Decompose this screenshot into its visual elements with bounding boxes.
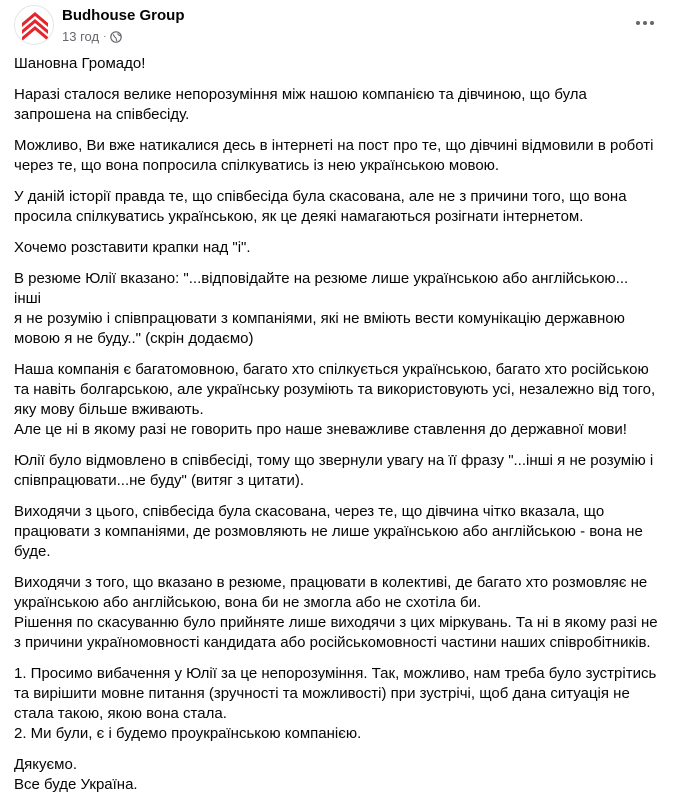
post-paragraph: Хочемо розставити крапки над "і". bbox=[14, 239, 251, 256]
more-options-icon[interactable] bbox=[629, 11, 661, 35]
post-paragraph: Дякуємо. Все буде Україна. bbox=[14, 756, 138, 793]
post-paragraph: 1. Просимо вибачення у Юлії за це непорозуміння. Так, можливо, нам треба було зустрітись та вирішити мовне питання (зручності та можливості) при зустрічі, щоб дана ситуація не стала такою, якою вона стала. 2. Ми були, є і будемо проукраїнською компанією. bbox=[14, 665, 657, 742]
avatar[interactable] bbox=[14, 5, 54, 45]
post-paragraph: Можливо, Ви вже натикалися десь в інтернеті на пост про те, що дівчині відмовили в роботі через те, що вона попросила спілкуватись із нею українською мовою. bbox=[14, 137, 654, 174]
dot bbox=[650, 21, 654, 25]
author-name[interactable]: Budhouse Group bbox=[62, 7, 185, 24]
globe-icon bbox=[110, 31, 122, 43]
budhouse-logo-icon bbox=[15, 6, 54, 45]
post-paragraph: Шановна Громадо! bbox=[14, 55, 146, 72]
post-paragraph: Наша компанія є багатомовною, багато хто спілкується українською, багато хто російською та навіть болгарською, але українську розуміють та використовують усі, незалежно від того, яку мову більше вживають. Але це ні в якому разі не говорить про наше зневажливе ставлення до державної мови! bbox=[14, 361, 656, 438]
post-text bbox=[14, 54, 659, 806]
post-header bbox=[14, 5, 661, 47]
post-paragraph: Виходячи з цього, співбесіда була скасована, через те, що дівчина чітко вказала, що працювати з компаніями, де розмовляють не лише українською або англійською - вона не буде. bbox=[14, 503, 643, 560]
post-time[interactable]: 13 год bbox=[62, 29, 100, 44]
post-paragraph: В резюме Юлії вказано: "...відповідайте на резюме лише українською або англійською... інші я не розумію і співпрацювати з компаніями, які не вміють вести комунікацію державною мовою я не буду.." (скрін додаємо) bbox=[14, 270, 629, 347]
post-paragraph: У даній історії правда те, що співбесіда була скасована, але не з причини того, що вона просила спілкуватись українською, як це деякі намагаються розігнати інтернетом. bbox=[14, 188, 627, 225]
post-meta bbox=[62, 29, 122, 44]
post-paragraph: Наразі сталося велике непорозуміння між нашою компанією та дівчиною, що була запрошена на співбесіду. bbox=[14, 86, 587, 123]
dot bbox=[636, 21, 640, 25]
meta-separator: · bbox=[103, 31, 107, 42]
post-paragraph: Виходячи з того, що вказано в резюме, працювати в колективі, де багато хто розмовляє не українською або англійською, вона би не змогла або не схотіла би. Рішення по скасуванню було прийняте лише виходячи з цих міркувань. Та ні в якому разі не з причини україномовності кандидата або російськомовності частини наших співробітників. bbox=[14, 574, 658, 651]
dot bbox=[643, 21, 647, 25]
post-paragraph: Юлії було відмовлено в співбесіді, тому що звернули увагу на її фразу "...інші я не розумію і співпрацювати...не буду" (витяг з цитати). bbox=[14, 452, 654, 489]
